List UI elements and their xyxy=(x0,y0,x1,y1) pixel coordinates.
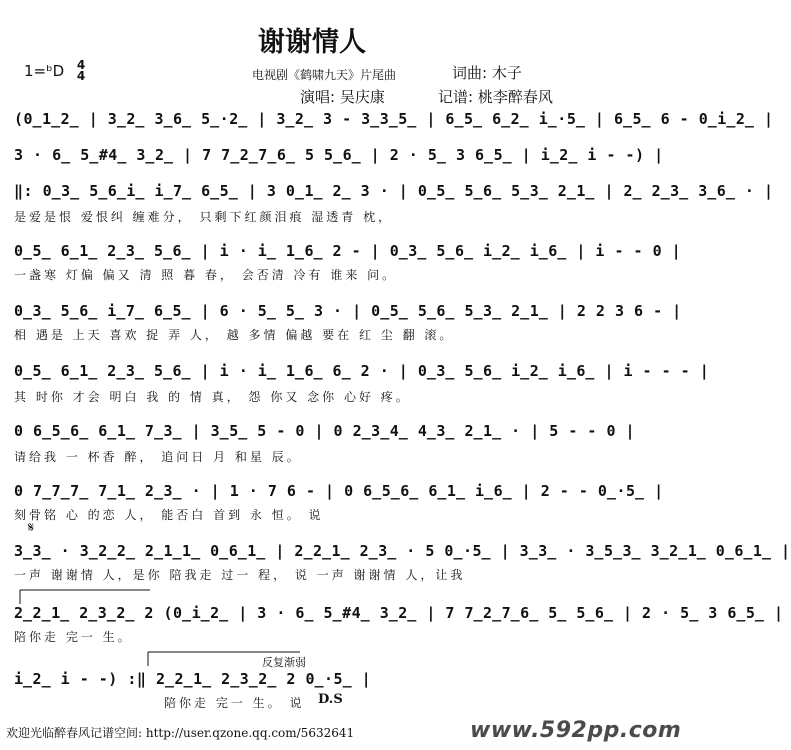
lyric-row-7: 请给我 一 杯香 醉， 追问日 月 和星 辰。 xyxy=(14,450,302,464)
staff-row-11 xyxy=(14,666,372,692)
site-logo: www.592pp.com xyxy=(470,718,682,743)
key-flat: ᵇ xyxy=(46,62,53,80)
lyric-row-3: 是爱是恨 爱恨纠 缠难分， 只剩下红颜泪痕 湿透青 枕， xyxy=(14,210,394,224)
staff-row-9 xyxy=(14,538,791,564)
time-bottom: 4 xyxy=(76,69,86,83)
repeat-dynamics-note: 反复渐弱 xyxy=(262,656,306,669)
lyric-row-5: 相 遇是 上天 喜欢 捉 弄 人， 越 多情 偏越 要在 红 尘 翻 滚。 xyxy=(14,328,455,342)
staff-notes: 3̲3̲ · 3̲2̲2̲ 2̲1̲1̲ 0̲6̲1̲ | 2̲2̲1̲ 2̲3̲ · 5 0̲·5̲ | 3̲3̲ · 3̲5̲3̲ 3̲2̲1̲ 0̲6̲1̲ | xyxy=(14,542,791,560)
staff-row-1 xyxy=(14,106,774,132)
segno-icon: 𝄋 xyxy=(28,520,35,536)
footer-text: 欢迎光临醉春风记谱空间: http://user.qzone.qq.com/5632641 xyxy=(6,726,355,740)
song-title: 谢谢情人 xyxy=(258,27,366,58)
staff-notes: 0 6̲5̲6̲ 6̲1̲ 7̲3̲ | 3̲5̲ 5 - 0 | 0 2̲3̲4̲ 4̲3̲ 2̲1̲ · | 5 - - 0 | xyxy=(14,422,636,440)
credit-lyrics-music: 词曲: 木子 xyxy=(452,64,522,82)
staff-row-6 xyxy=(14,358,710,384)
staff-row-3 xyxy=(14,178,774,204)
time-signature xyxy=(77,60,85,82)
staff-notes: 0̲5̲ 6̲1̲ 2̲3̲ 5̲6̲ | i · i̲ 1̲6̲ 2 - | 0̲3̲ 5̲6̲ i̲2̲ i̲6̲ | i - - 0 | xyxy=(14,242,682,260)
lyric-row-4: 一盏寒 灯偏 偏又 清 照 暮 春， 会否清 冷有 谁来 问。 xyxy=(14,268,398,282)
staff-row-7 xyxy=(14,418,636,444)
lyric-row-8: 刻骨铭 心 的恋 人， 能否白 首到 永 恒。 说 xyxy=(14,508,324,522)
staff-row-2 xyxy=(14,142,664,168)
staff-row-4 xyxy=(14,238,682,264)
staff-row-10 xyxy=(14,600,784,626)
staff-notes: (0̲1̲2̲ | 3̲2̲ 3̲6̲ 5̲·2̲ | 3̲2̲ 3 - 3̲3̲5̲ | 6̲5̲ 6̲2̲ i̲·5̲ | 6̲5̲ 6 - 0̲i̲2̲ | xyxy=(14,110,774,128)
staff-notes: i̲2̲ i - -) :‖ 2̲2̲1̲ 2̲3̲2̲ 2 0̲·5̲ | xyxy=(14,670,372,688)
key-signature xyxy=(24,60,85,82)
staff-notes: 0̲3̲ 5̲6̲ i̲7̲ 6̲5̲ | 6 · 5̲ 5̲ 3 · | 0̲5̲ 5̲6̲ 5̲3̲ 2̲1̲ | 2 2 3 6 - | xyxy=(14,302,682,320)
staff-row-8 xyxy=(14,478,664,504)
staff-notes: 3 · 6̲ 5̲#4̲ 3̲2̲ | 7 7̲2̲7̲6̲ 5 5̲6̲ | 2 · 5̲ 3 6̲5̲ | i̲2̲ i - -) | xyxy=(14,146,664,164)
key-note: D xyxy=(52,62,65,80)
ds-label: D.S xyxy=(318,692,343,707)
staff-notes: ‖: 0̲3̲ 5̲6̲i̲ i̲7̲ 6̲5̲ | 3 0̲1̲ 2̲ 3 · | 0̲5̲ 5̲6̲ 5̲3̲ 2̲1̲ | 2̲ 2̲3̲ 3̲6̲ · | xyxy=(14,182,774,200)
staff-notes: 2̲2̲1̲ 2̲3̲2̲ 2 (0̲i̲2̲ | 3 · 6̲ 5̲#4̲ 3̲2̲ | 7 7̲2̲7̲6̲ 5̲ 5̲6̲ | 2 · 5̲ 3 6̲5̲ | xyxy=(14,604,784,622)
source-note: 电视剧《鹤啸九天》片尾曲 xyxy=(252,68,397,82)
credit-transcriber: 记谱: 桃李醉春风 xyxy=(438,88,553,106)
lyric-row-10: 陪你走 完一 生。 xyxy=(14,630,133,644)
key-prefix: 1= xyxy=(24,62,47,80)
staff-row-5 xyxy=(14,298,682,324)
lyric-row-11: 陪你走 完一 生。 说 xyxy=(164,696,305,710)
credit-singer: 演唱: 吴庆康 xyxy=(300,88,385,106)
staff-notes: 0 7̲7̲7̲ 7̲1̲ 2̲3̲ · | 1 · 7 6 - | 0 6̲5̲6̲ 6̲1̲ i̲6̲ | 2 - - 0̲·5̲ | xyxy=(14,482,664,500)
time-top: 4 xyxy=(76,58,86,72)
lyric-row-6: 其 时你 才会 明白 我 的 情 真， 怨 你又 念你 心好 疼。 xyxy=(14,390,411,404)
lyric-row-9: 一声 谢谢情 人，是你 陪我走 过一 程， 说 一声 谢谢情 人，让我 xyxy=(14,568,466,582)
staff-notes: 0̲5̲ 6̲1̲ 2̲3̲ 5̲6̲ | i · i̲ 1̲6̲ 6̲ 2 · | 0̲3̲ 5̲6̲ i̲2̲ i̲6̲ | i - - - | xyxy=(14,362,710,380)
